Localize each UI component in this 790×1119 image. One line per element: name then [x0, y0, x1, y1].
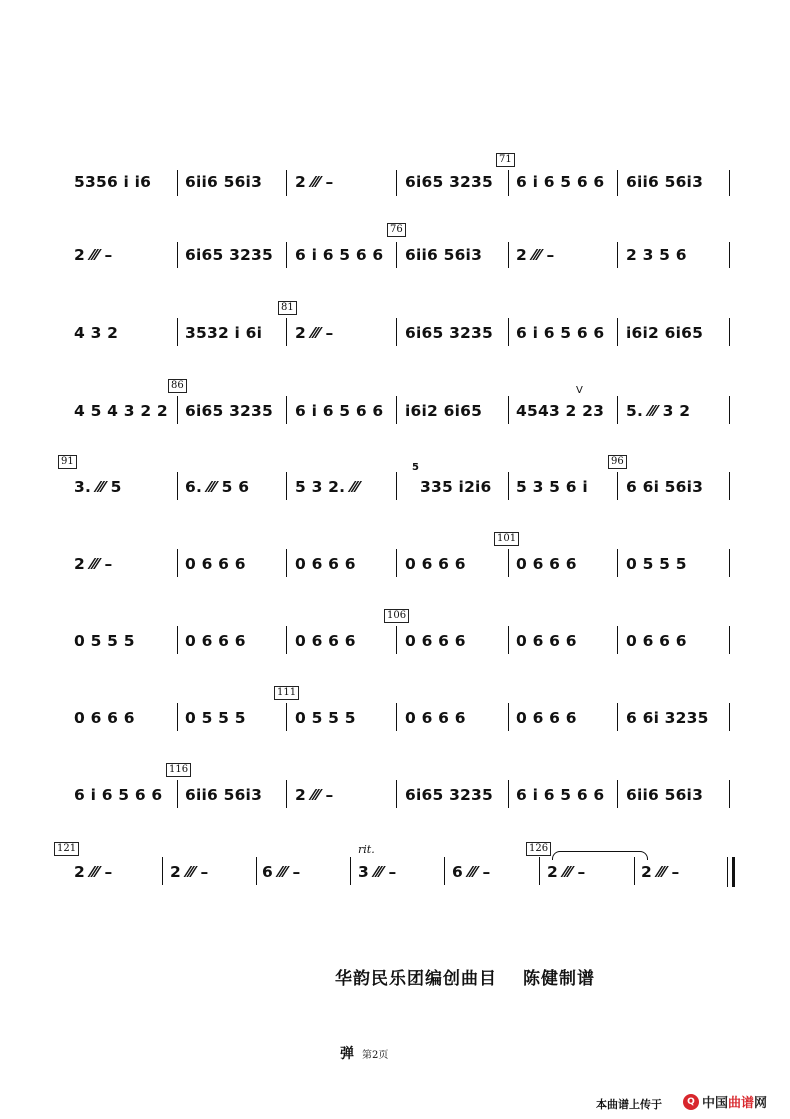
barline — [256, 857, 257, 885]
barline — [396, 549, 397, 577]
measure-number: 101 — [494, 532, 519, 546]
measure-group: 6ii6 56i3 — [626, 173, 704, 191]
barline — [617, 703, 618, 731]
measure-number: 116 — [166, 763, 191, 777]
measure-group: 6i65 3235 — [405, 324, 494, 342]
measure-group: 0 5 5 5 — [626, 555, 687, 573]
credits — [335, 964, 621, 989]
barline — [286, 242, 287, 268]
barline — [177, 703, 178, 731]
barline — [508, 703, 509, 731]
measure-group: 2 3 5 6 — [626, 246, 687, 264]
measure-group: 0 6 6 6 — [185, 632, 246, 650]
barline — [729, 626, 730, 654]
barline — [286, 549, 287, 577]
measure-group: 4543 2 23 — [516, 402, 605, 420]
measure-group: 0 5 5 5 — [185, 709, 246, 727]
measure-group: 6 i 6 5 6 6 — [295, 402, 384, 420]
score-row-3 — [0, 302, 790, 374]
barline — [350, 857, 351, 885]
measure-group: 0 6 6 6 — [516, 709, 577, 727]
barline — [286, 703, 287, 731]
barline — [396, 626, 397, 654]
barline — [617, 318, 618, 346]
measure-group: 6 i 6 5 6 6 — [295, 246, 384, 264]
measure-group: 2 ⁄⁄⁄ – — [516, 246, 555, 264]
measure-number: 81 — [278, 301, 297, 315]
barline — [508, 626, 509, 654]
measure-group: 6i65 3235 — [405, 173, 494, 191]
barline — [729, 242, 730, 268]
measure-group: 0 6 6 6 — [185, 555, 246, 573]
barline — [617, 396, 618, 424]
barline — [286, 396, 287, 424]
barline — [508, 318, 509, 346]
page-number: 第2页 — [362, 1050, 389, 1061]
site-logo[interactable] — [683, 1092, 767, 1111]
barline — [729, 703, 730, 731]
barline — [396, 780, 397, 808]
measure-group: 6. ⁄⁄⁄ 5 6 — [185, 478, 250, 496]
measure-group: 3 ⁄⁄⁄ – — [358, 863, 397, 881]
measure-group: 3. ⁄⁄⁄ 5 — [74, 478, 122, 496]
measure-number: 86 — [168, 379, 187, 393]
barline — [177, 242, 178, 268]
measure-group: 6 i 6 5 6 6 — [516, 173, 605, 191]
measure-group: 0 6 6 6 — [516, 555, 577, 573]
barline — [729, 549, 730, 577]
measure-group: 2 ⁄⁄⁄ – — [74, 555, 113, 573]
score-row-1 — [0, 154, 790, 220]
measure-group: 6 ⁄⁄⁄ – — [452, 863, 491, 881]
transcriber-credit: 陈健制谱 — [523, 969, 595, 989]
measure-number: 106 — [384, 609, 409, 623]
measure-group: 6ii6 56i3 — [185, 173, 263, 191]
barline — [177, 318, 178, 346]
barline — [396, 703, 397, 731]
measure-group: 4 5 4 3 2 2 — [74, 402, 168, 420]
barline — [177, 396, 178, 424]
tempo-marking: rit. — [358, 843, 375, 856]
measure-group: 335 i2i6 — [420, 478, 492, 496]
measure-group: 6 i 6 5 6 6 — [516, 786, 605, 804]
score-row-10 — [0, 843, 790, 913]
measure-group: 6ii6 56i3 — [626, 786, 704, 804]
barline — [617, 549, 618, 577]
score-row-9 — [0, 764, 790, 836]
barline — [634, 857, 635, 885]
barline — [508, 242, 509, 268]
site-logo-text — [702, 1092, 767, 1111]
site-logo-icon: Q — [683, 1094, 699, 1110]
score-row-5 — [0, 456, 790, 528]
final-barline-thick — [732, 857, 735, 887]
ensemble-credit: 华韵民乐团编创曲目 — [335, 969, 497, 989]
site-name-prefix: 中国 — [702, 1096, 729, 1111]
site-name-suffix: 网 — [754, 1096, 768, 1111]
measure-number: 121 — [54, 842, 79, 856]
barline — [286, 626, 287, 654]
measure-group: 5356 i i6 — [74, 173, 152, 191]
measure-group: 0 6 6 6 — [295, 555, 356, 573]
score-row-6 — [0, 533, 790, 605]
measure-group: 6 i 6 5 6 6 — [74, 786, 163, 804]
barline — [508, 170, 509, 196]
barline — [539, 857, 540, 885]
measure-group: 2 ⁄⁄⁄ – — [641, 863, 680, 881]
measure-group: 5 3 2. ⁄⁄⁄ — [295, 478, 360, 496]
measure-group: i6i2 6i65 — [405, 402, 483, 420]
barline — [396, 472, 397, 500]
barline — [162, 857, 163, 885]
measure-group: 2 ⁄⁄⁄ – — [295, 786, 334, 804]
measure-group: 6i65 3235 — [185, 246, 274, 264]
measure-group: 0 6 6 6 — [74, 709, 135, 727]
measure-group: 0 6 6 6 — [516, 632, 577, 650]
upload-notice: 本曲谱上传于 — [596, 1098, 662, 1111]
grace-note: 5 — [412, 462, 420, 473]
final-barline-thin — [727, 857, 728, 887]
measure-group: 4 3 2 — [74, 324, 119, 342]
barline — [396, 242, 397, 268]
barline — [177, 549, 178, 577]
measure-group: 0 6 6 6 — [405, 555, 466, 573]
page-title-char: 弹 — [340, 1046, 354, 1062]
measure-group: 6i65 3235 — [185, 402, 274, 420]
measure-group: 0 6 6 6 — [295, 632, 356, 650]
barline — [508, 780, 509, 808]
score-row-2 — [0, 224, 790, 297]
barline — [729, 396, 730, 424]
measure-number: 126 — [526, 842, 551, 856]
barline — [286, 472, 287, 500]
score-row-8 — [0, 687, 790, 759]
barline — [729, 170, 730, 196]
measure-group: 6i65 3235 — [405, 786, 494, 804]
barline — [177, 626, 178, 654]
barline — [617, 780, 618, 808]
measure-group: 6ii6 56i3 — [185, 786, 263, 804]
barline — [617, 472, 618, 500]
barline — [177, 170, 178, 196]
barline — [286, 318, 287, 346]
barline — [286, 780, 287, 808]
measure-group: 0 5 5 5 — [74, 632, 135, 650]
barline — [286, 170, 287, 196]
measure-group: 0 5 5 5 — [295, 709, 356, 727]
measure-group: 2 ⁄⁄⁄ – — [74, 863, 113, 881]
measure-group: 0 6 6 6 — [626, 632, 687, 650]
barline — [508, 549, 509, 577]
measure-group: 6 6i 3235 — [626, 709, 709, 727]
measure-number: 76 — [387, 223, 406, 237]
measure-group: 6 ⁄⁄⁄ – — [262, 863, 301, 881]
barline — [396, 170, 397, 196]
measure-number: 111 — [274, 686, 299, 700]
barline — [396, 396, 397, 424]
measure-group: 2 ⁄⁄⁄ – — [295, 324, 334, 342]
score-row-4 — [0, 380, 790, 451]
measure-group: 6ii6 56i3 — [405, 246, 483, 264]
measure-group: 5 3 5 6 i — [516, 478, 588, 496]
barline — [444, 857, 445, 885]
site-name-highlight: 曲谱 — [728, 1096, 755, 1111]
measure-number: 71 — [496, 153, 515, 167]
barline — [177, 472, 178, 500]
barline — [729, 472, 730, 500]
measure-group: 5. ⁄⁄⁄ 3 2 — [626, 402, 691, 420]
measure-group: 3532 i 6i — [185, 324, 263, 342]
measure-group: 6 6i 56i3 — [626, 478, 704, 496]
barline — [617, 170, 618, 196]
barline — [177, 780, 178, 808]
barline — [729, 318, 730, 346]
measure-group: i6i2 6i65 — [626, 324, 704, 342]
measure-number: 96 — [608, 455, 627, 469]
measure-number: 91 — [58, 455, 77, 469]
barline — [508, 472, 509, 500]
measure-group: 2 ⁄⁄⁄ – — [547, 863, 586, 881]
measure-group: 0 6 6 6 — [405, 709, 466, 727]
barline — [396, 318, 397, 346]
measure-group: 2 ⁄⁄⁄ – — [74, 246, 113, 264]
barline — [617, 626, 618, 654]
breath-mark: V — [576, 385, 584, 396]
score-row-7 — [0, 610, 790, 682]
barline — [508, 396, 509, 424]
measure-group: 0 6 6 6 — [405, 632, 466, 650]
barline — [729, 780, 730, 808]
measure-group: 6 i 6 5 6 6 — [516, 324, 605, 342]
page-footer — [340, 1043, 388, 1063]
barline — [617, 242, 618, 268]
measure-group: 2 ⁄⁄⁄ – — [295, 173, 334, 191]
measure-group: 2 ⁄⁄⁄ – — [170, 863, 209, 881]
